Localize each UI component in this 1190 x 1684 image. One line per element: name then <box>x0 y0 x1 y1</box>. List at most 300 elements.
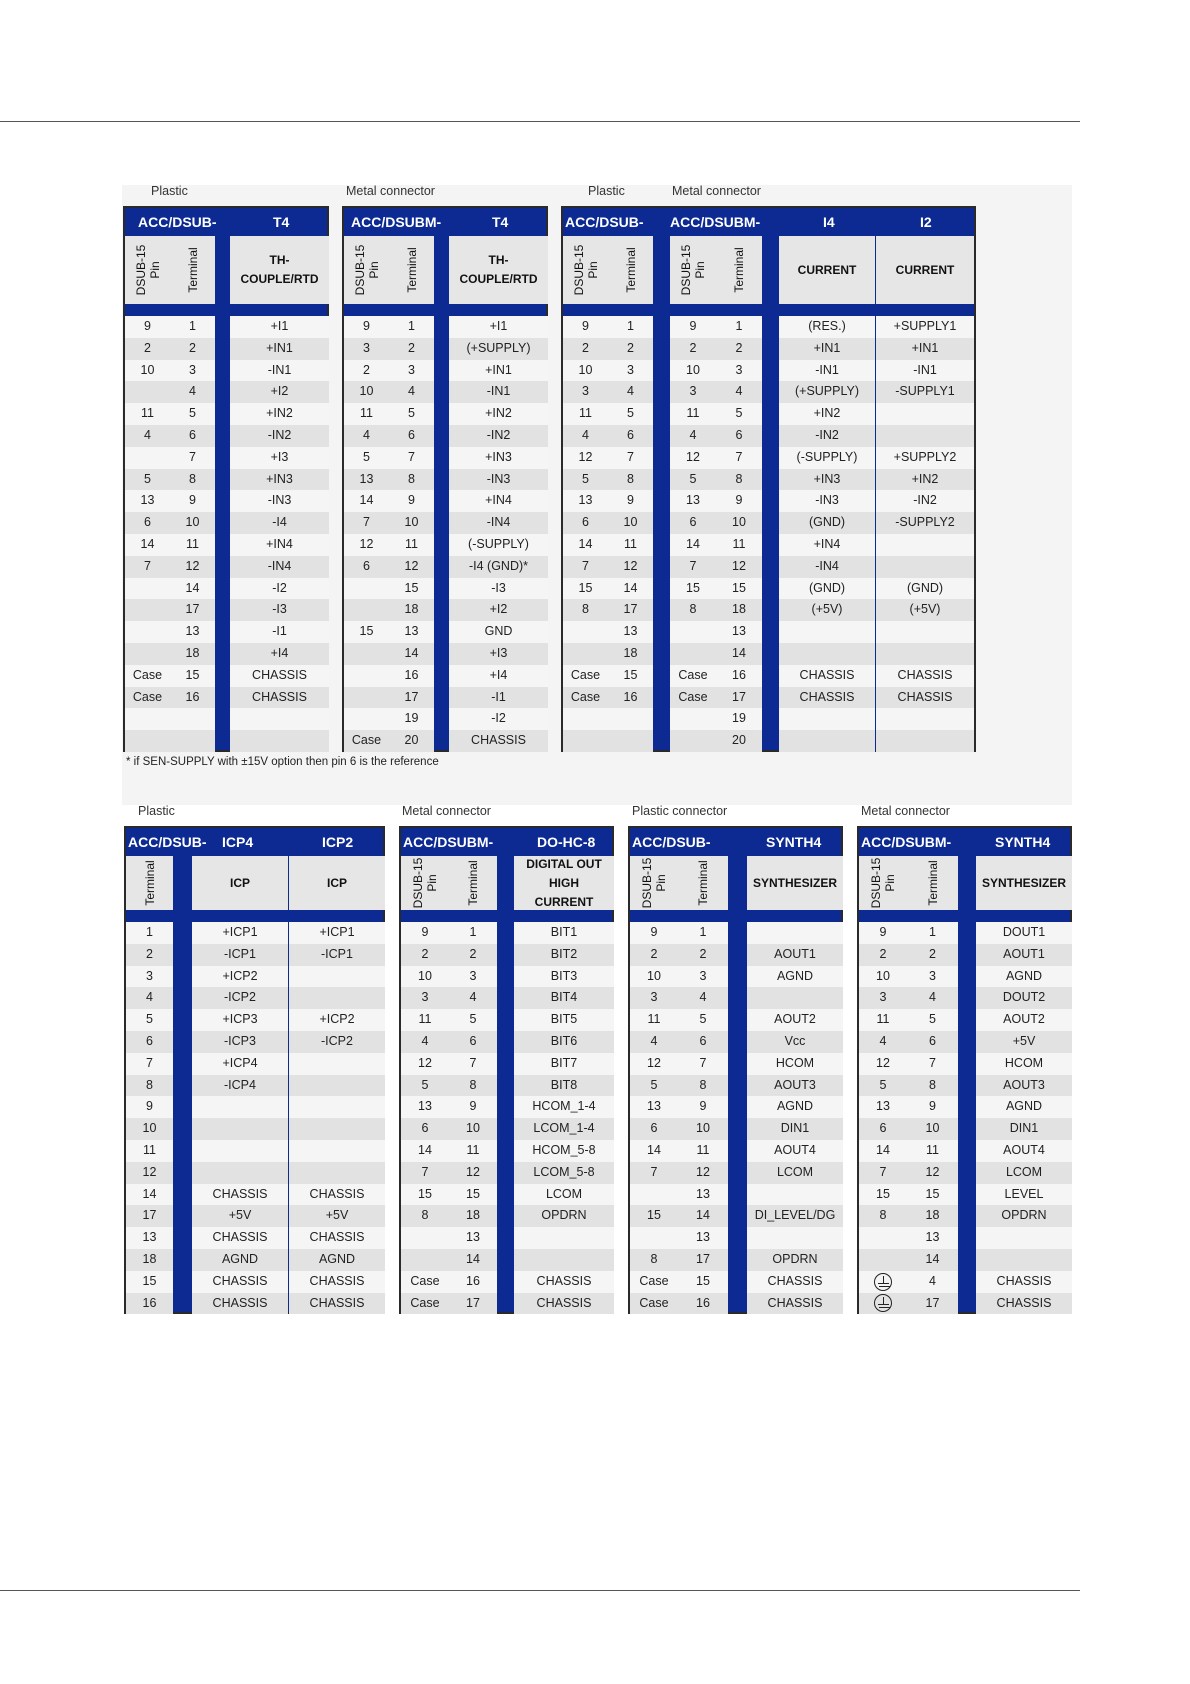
header-title: ACC/DSUB- <box>128 834 207 850</box>
table-cell: 7 <box>401 1162 449 1184</box>
table-cell: Case <box>670 665 716 687</box>
table-cell: 16 <box>170 687 215 709</box>
subheader-label: SYNTHESIZER <box>981 875 1066 890</box>
table-cell: 5 <box>401 1075 449 1097</box>
table-cell <box>859 1271 907 1293</box>
table-cell: +IN4 <box>779 534 875 556</box>
table-cell: +IN1 <box>230 338 329 360</box>
table-cell: -I1 <box>449 687 548 709</box>
table-cell: 15 <box>678 1271 728 1293</box>
table-cell: 13 <box>344 469 389 491</box>
table-cell: -ICP1 <box>192 944 288 966</box>
table-cell: -IN1 <box>230 360 329 382</box>
table-cell: 12 <box>716 556 762 578</box>
table-cell: 3 <box>563 381 608 403</box>
table-cell: 5 <box>670 469 716 491</box>
table-cell: 15 <box>449 1184 497 1206</box>
table-cell: 5 <box>344 447 389 469</box>
table-cell: 7 <box>125 556 170 578</box>
table-cell: (GND) <box>779 512 875 534</box>
table-cell: DOUT1 <box>976 922 1072 944</box>
header-title: ACC/DSUBM- <box>670 214 761 230</box>
table-cell: -I3 <box>230 599 329 621</box>
table-header <box>401 828 612 856</box>
subheader-label: ICP <box>326 875 347 890</box>
table-cell: Case <box>125 665 170 687</box>
table-cell: LCOM <box>747 1162 843 1184</box>
table-cell: Case <box>401 1271 449 1293</box>
subheader-label: CURRENT <box>797 262 857 277</box>
header-title: ACC/DSUB- <box>632 834 711 850</box>
table-cell: 3 <box>859 987 907 1009</box>
table-cell <box>670 708 716 730</box>
subheader-label: CURRENT <box>895 262 955 277</box>
table-cell: CHASSIS <box>192 1271 288 1293</box>
column-subheader <box>670 236 716 304</box>
table-cell: Case <box>344 730 389 752</box>
table-cell: 7 <box>126 1053 173 1075</box>
pinout-table <box>399 826 614 1314</box>
table-cell: 15 <box>563 578 608 600</box>
table-cell: -IN1 <box>876 360 974 382</box>
table-cell <box>401 1249 449 1271</box>
table-cell: 17 <box>678 1249 728 1271</box>
table-cell: 9 <box>907 1096 958 1118</box>
table-cell: 18 <box>126 1249 173 1271</box>
table-cell: 1 <box>126 922 173 944</box>
table-cell: 8 <box>670 599 716 621</box>
table-cell: 8 <box>716 469 762 491</box>
table-cell <box>125 643 170 665</box>
table-cell <box>125 599 170 621</box>
table-cell: 2 <box>563 338 608 360</box>
table-cell <box>976 1249 1072 1271</box>
table-cell <box>230 708 329 730</box>
table-cell: 2 <box>389 338 434 360</box>
table-cell <box>230 730 329 752</box>
table-cell: 9 <box>125 316 170 338</box>
table-cell <box>608 708 653 730</box>
table-cell: LCOM <box>976 1162 1072 1184</box>
table-cell: BIT5 <box>514 1009 614 1031</box>
table-cell <box>747 987 843 1009</box>
table-cell: 10 <box>630 966 678 988</box>
table-cell <box>779 621 875 643</box>
table-cell: 15 <box>716 578 762 600</box>
table-cell: AOUT2 <box>976 1009 1072 1031</box>
table-cell <box>563 643 608 665</box>
table-cell: 6 <box>678 1031 728 1053</box>
subheader-label: TH- COUPLE/RTD <box>240 253 319 286</box>
table-cell: -ICP3 <box>192 1031 288 1053</box>
table-cell: CHASSIS <box>230 665 329 687</box>
table-cell: 2 <box>678 944 728 966</box>
table-cell <box>170 730 215 752</box>
table-cell: 10 <box>126 1118 173 1140</box>
table-cell: +IN3 <box>449 447 548 469</box>
table-cell: 6 <box>630 1118 678 1140</box>
table-cell: 4 <box>449 987 497 1009</box>
table-cell: 11 <box>125 403 170 425</box>
table-cell: 12 <box>678 1162 728 1184</box>
table-cell: 14 <box>608 578 653 600</box>
table-cell: 13 <box>670 490 716 512</box>
table-cell: 15 <box>907 1184 958 1206</box>
table-caption-secondary: Metal connector <box>672 184 761 198</box>
table-cell: BIT3 <box>514 966 614 988</box>
subheader-label: DSUB-15 Pin <box>571 244 600 296</box>
header-title: ICP4 <box>222 834 254 850</box>
column-subheader <box>449 856 497 910</box>
pinout-table <box>857 826 1072 1314</box>
table-cell: -IN4 <box>779 556 875 578</box>
table-cell <box>344 643 389 665</box>
table-cell: 7 <box>449 1053 497 1075</box>
table-cell <box>192 1096 288 1118</box>
table-cell: 5 <box>907 1009 958 1031</box>
table-cell: AGND <box>976 1096 1072 1118</box>
table-cell: 14 <box>449 1249 497 1271</box>
table-cell: CHASSIS <box>289 1227 385 1249</box>
table-cell: CHASSIS <box>779 665 875 687</box>
table-cell: AOUT1 <box>747 944 843 966</box>
table-cell: 11 <box>563 403 608 425</box>
table-cell: 7 <box>563 556 608 578</box>
header-title: I2 <box>920 214 932 230</box>
table-cell: 11 <box>859 1009 907 1031</box>
table-cell: 8 <box>563 599 608 621</box>
table-cell <box>344 578 389 600</box>
table-cell: 18 <box>907 1205 958 1227</box>
table-cell: 14 <box>859 1140 907 1162</box>
pinout-table <box>124 826 385 1314</box>
table-cell: CHASSIS <box>876 665 974 687</box>
table-cell: 11 <box>678 1140 728 1162</box>
subheader-label: SYNTHESIZER <box>752 875 837 890</box>
table-cell: 9 <box>449 1096 497 1118</box>
table-cell: +I1 <box>230 316 329 338</box>
table-cell: 13 <box>716 621 762 643</box>
table-cell <box>876 534 974 556</box>
table-cell: CHASSIS <box>289 1271 385 1293</box>
header-title: T4 <box>273 214 290 230</box>
table-cell: (GND) <box>876 578 974 600</box>
table-cell: 2 <box>126 944 173 966</box>
table-cell: CHASSIS <box>192 1227 288 1249</box>
table-cell: -IN3 <box>779 490 875 512</box>
column-subheader <box>630 856 678 910</box>
table-cell: 10 <box>716 512 762 534</box>
table-cell: CHASSIS <box>230 687 329 709</box>
table-cell: 13 <box>630 1096 678 1118</box>
table-cell <box>125 381 170 403</box>
table-cell: 13 <box>170 621 215 643</box>
table-cell: +I3 <box>449 643 548 665</box>
table-cell: 14 <box>716 643 762 665</box>
table-cell: 18 <box>608 643 653 665</box>
table-cell: 15 <box>401 1184 449 1206</box>
table-cell: OPDRN <box>514 1205 614 1227</box>
subheader-label: Terminal <box>925 860 940 906</box>
table-cell: +I4 <box>230 643 329 665</box>
table-cell: 11 <box>401 1009 449 1031</box>
table-cell <box>670 730 716 752</box>
table-cell: 16 <box>678 1293 728 1315</box>
table-cell <box>779 708 875 730</box>
table-cell: 10 <box>449 1118 497 1140</box>
table-cell: BIT7 <box>514 1053 614 1075</box>
table-cell: 11 <box>608 534 653 556</box>
table-cell: (+SUPPLY) <box>779 381 875 403</box>
table-cell: Case <box>401 1293 449 1315</box>
table-cell <box>125 447 170 469</box>
column-subheader <box>192 856 288 910</box>
table-cell: 7 <box>389 447 434 469</box>
subheader-label: TH- COUPLE/RTD <box>459 253 538 286</box>
table-cell: 7 <box>608 447 653 469</box>
subheader-label: DSUB-15 Pin <box>133 244 162 296</box>
table-cell: 10 <box>389 512 434 534</box>
table-cell: 16 <box>389 665 434 687</box>
table-cell: 11 <box>670 403 716 425</box>
table-cell: 5 <box>449 1009 497 1031</box>
table-cell: 10 <box>563 360 608 382</box>
column-subheader <box>876 236 974 304</box>
table-cell: 5 <box>630 1075 678 1097</box>
header-title: ICP2 <box>322 834 354 850</box>
table-cell: 1 <box>907 922 958 944</box>
ground-icon <box>874 1294 892 1312</box>
table-cell: 9 <box>608 490 653 512</box>
table-cell: 7 <box>670 556 716 578</box>
table-cell: 11 <box>449 1140 497 1162</box>
table-cell: 11 <box>344 403 389 425</box>
table-cell <box>289 1075 385 1097</box>
header-title: ACC/DSUBM- <box>351 214 442 230</box>
table-cell: 12 <box>670 447 716 469</box>
table-cell: 9 <box>678 1096 728 1118</box>
subheader-label: Terminal <box>732 247 746 293</box>
pinout-table <box>561 206 976 752</box>
table-cell <box>876 730 974 752</box>
table-cell: 10 <box>344 381 389 403</box>
table-cell: BIT4 <box>514 987 614 1009</box>
table-cell: 8 <box>678 1075 728 1097</box>
table-cell: OPDRN <box>747 1249 843 1271</box>
table-cell <box>192 1162 288 1184</box>
table-cell: 11 <box>907 1140 958 1162</box>
column-subheader <box>230 236 329 304</box>
table-cell: 4 <box>344 425 389 447</box>
table-cell: 5 <box>125 469 170 491</box>
table-cell <box>514 1249 614 1271</box>
subheader-label: Terminal <box>696 860 710 906</box>
top-rule <box>0 121 1080 122</box>
table-cell: 4 <box>125 425 170 447</box>
subheader-label: DIGITAL OUT HIGH CURRENT <box>526 856 602 909</box>
table-cell: HCOM <box>747 1053 843 1075</box>
table-cell: +5V <box>976 1031 1072 1053</box>
table-cell: 13 <box>678 1184 728 1206</box>
table-cell <box>289 966 385 988</box>
table-cell: (-SUPPLY) <box>449 534 548 556</box>
table-cell: 3 <box>670 381 716 403</box>
subheader-label: Terminal <box>466 860 480 906</box>
subheader-label: DSUB-15 Pin <box>352 244 381 296</box>
table-cell: BIT8 <box>514 1075 614 1097</box>
table-cell: 15 <box>344 621 389 643</box>
table-cell: +IN2 <box>230 403 329 425</box>
table-cell: +IN1 <box>779 338 875 360</box>
table-cell: 12 <box>170 556 215 578</box>
table-cell: Case <box>125 687 170 709</box>
table-cell: 5 <box>678 1009 728 1031</box>
table-cell: -IN2 <box>779 425 875 447</box>
table-cell: 13 <box>678 1227 728 1249</box>
table-cell: 20 <box>389 730 434 752</box>
table-cell <box>976 1227 1072 1249</box>
table-cell: +5V <box>192 1205 288 1227</box>
table-cell: 12 <box>563 447 608 469</box>
table-cell: 16 <box>449 1271 497 1293</box>
table-cell: 5 <box>716 403 762 425</box>
table-cell: 2 <box>401 944 449 966</box>
table-cell: -IN3 <box>449 469 548 491</box>
table-cell: CHASSIS <box>289 1293 385 1315</box>
table-cell <box>876 708 974 730</box>
table-cell: 13 <box>563 490 608 512</box>
table-cell: CHASSIS <box>976 1293 1072 1315</box>
table-cell: BIT1 <box>514 922 614 944</box>
header-title: ACC/DSUB- <box>138 214 217 230</box>
table-cell <box>563 708 608 730</box>
table-cell: 12 <box>389 556 434 578</box>
table-cell: 13 <box>449 1227 497 1249</box>
table-cell: 4 <box>907 987 958 1009</box>
table-cell: 11 <box>389 534 434 556</box>
header-title: ACC/DSUBM- <box>861 834 952 850</box>
table-cell: +IN4 <box>449 490 548 512</box>
table-cell <box>779 730 875 752</box>
table-cell: CHASSIS <box>449 730 548 752</box>
table-cell <box>289 1053 385 1075</box>
table-cell: -ICP1 <box>289 944 385 966</box>
table-cell <box>563 621 608 643</box>
table-cell: 8 <box>630 1249 678 1271</box>
table-cell <box>344 687 389 709</box>
table-cell: 14 <box>125 534 170 556</box>
subheader-label: Terminal <box>404 247 419 293</box>
table-cell: 10 <box>170 512 215 534</box>
table-cell <box>125 578 170 600</box>
table-cell <box>747 1227 843 1249</box>
table-cell: CHASSIS <box>289 1184 385 1206</box>
table-cell: 8 <box>449 1075 497 1097</box>
table-cell: AOUT2 <box>747 1009 843 1031</box>
table-cell: 1 <box>678 922 728 944</box>
table-cell: 5 <box>389 403 434 425</box>
table-cell: 14 <box>678 1205 728 1227</box>
table-cell: 6 <box>563 512 608 534</box>
table-cell: 11 <box>716 534 762 556</box>
table-cell: 15 <box>170 665 215 687</box>
table-cell: 9 <box>126 1096 173 1118</box>
table-cell: 9 <box>170 490 215 512</box>
table-header <box>630 828 841 856</box>
table-cell: 4 <box>630 1031 678 1053</box>
table-cell <box>125 621 170 643</box>
table-cell <box>876 403 974 425</box>
table-cell: AGND <box>192 1249 288 1271</box>
table-cell <box>514 1227 614 1249</box>
table-header <box>125 208 327 236</box>
table-cell: CHASSIS <box>747 1293 843 1315</box>
table-cell: -ICP2 <box>289 1031 385 1053</box>
table-cell: 17 <box>170 599 215 621</box>
table-cell <box>289 1096 385 1118</box>
table-cell: 17 <box>449 1293 497 1315</box>
table-cell <box>670 643 716 665</box>
table-cell: -IN4 <box>230 556 329 578</box>
table-cell <box>630 1227 678 1249</box>
table-cell: 6 <box>344 556 389 578</box>
pinout-table <box>628 826 843 1314</box>
table-cell: 2 <box>670 338 716 360</box>
table-cell: (+SUPPLY) <box>449 338 548 360</box>
table-cell: -I4 <box>230 512 329 534</box>
column-subheader <box>976 856 1072 910</box>
table-cell: BIT6 <box>514 1031 614 1053</box>
table-cell: 14 <box>170 578 215 600</box>
table-cell: 17 <box>389 687 434 709</box>
table-cell: Case <box>630 1271 678 1293</box>
pinout-table <box>342 206 548 752</box>
table-cell: 16 <box>608 687 653 709</box>
table-cell: 7 <box>859 1162 907 1184</box>
table-cell: 15 <box>126 1271 173 1293</box>
table-cell: 19 <box>389 708 434 730</box>
table-cell: 2 <box>608 338 653 360</box>
table-cell: HCOM_1-4 <box>514 1096 614 1118</box>
table-cell: 4 <box>678 987 728 1009</box>
table-cell <box>192 1140 288 1162</box>
table-cell: CHASSIS <box>779 687 875 709</box>
table-cell: 12 <box>126 1162 173 1184</box>
table-cell: 9 <box>859 922 907 944</box>
table-cell: 5 <box>170 403 215 425</box>
table-cell: AOUT3 <box>747 1075 843 1097</box>
table-cell: 2 <box>716 338 762 360</box>
column-subheader <box>747 856 843 910</box>
table-cell: HCOM <box>976 1053 1072 1075</box>
table-cell <box>876 425 974 447</box>
table-cell: 7 <box>907 1053 958 1075</box>
table-cell: -I2 <box>230 578 329 600</box>
table-cell: CHASSIS <box>976 1271 1072 1293</box>
table-cell <box>563 730 608 752</box>
table-cell: (-SUPPLY) <box>779 447 875 469</box>
column-subheader <box>514 856 614 910</box>
table-cell <box>401 1227 449 1249</box>
table-cell <box>125 708 170 730</box>
table-cell: Case <box>563 687 608 709</box>
table-cell: 2 <box>170 338 215 360</box>
table-cell: 18 <box>716 599 762 621</box>
column-subheader <box>125 236 170 304</box>
table-cell: 12 <box>344 534 389 556</box>
table-cell: 4 <box>126 987 173 1009</box>
table-cell: AOUT1 <box>976 944 1072 966</box>
